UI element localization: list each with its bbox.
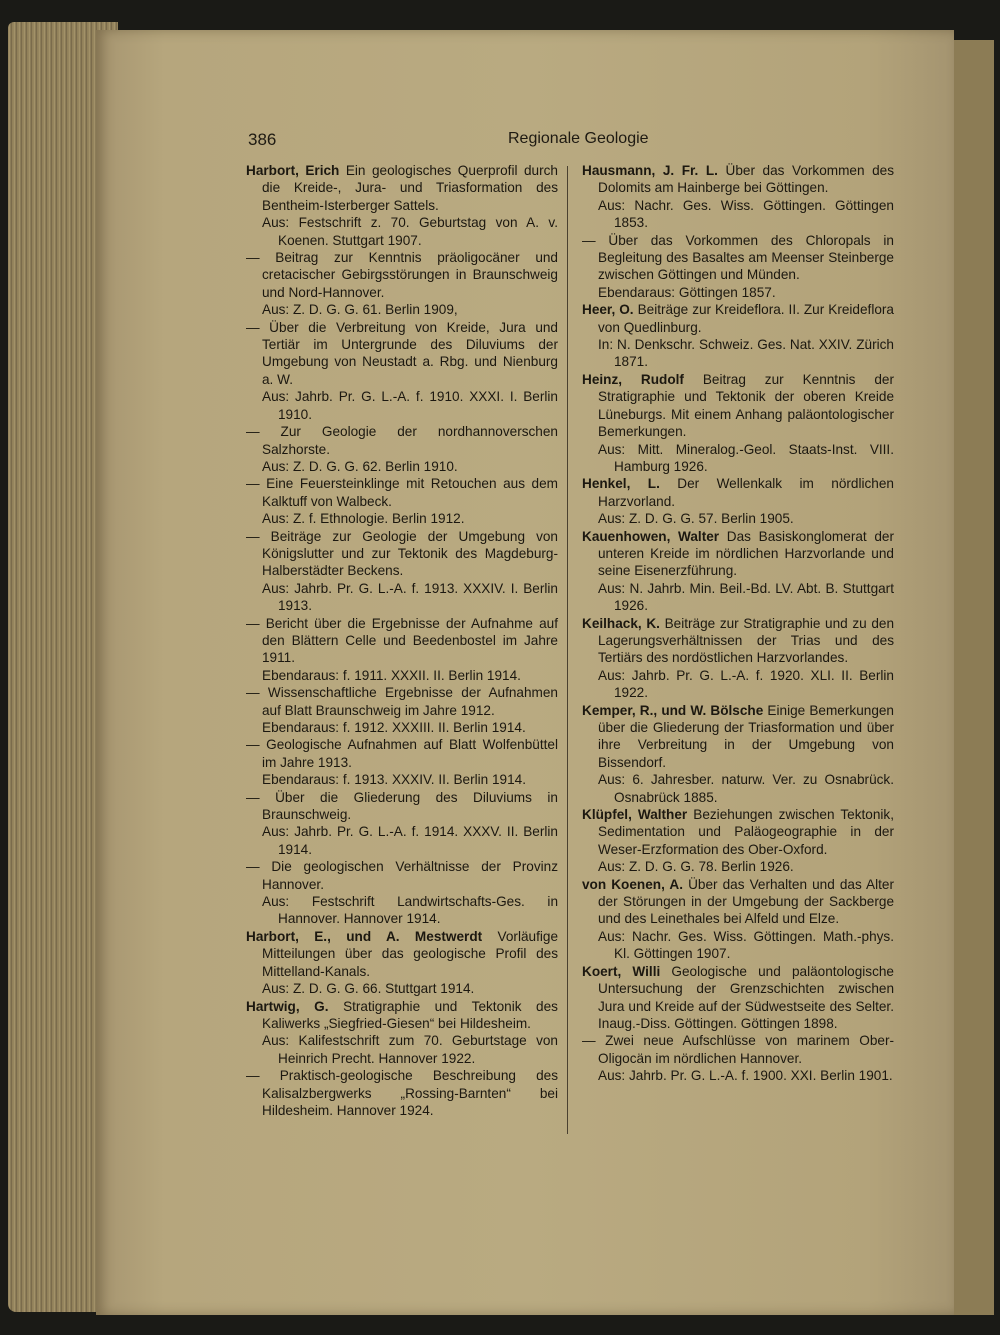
entry-source: Aus: Jahrb. Pr. G. L.-A. f. 1920. XLI. II. Berlin 1922. — [598, 667, 894, 701]
bibliography-entry — [246, 423, 558, 475]
bibliography-entry — [246, 528, 558, 615]
entry-author: Hausmann, J. Fr. L. — [582, 163, 718, 178]
entry-author: von Koenen, A. — [582, 876, 684, 892]
entry-title: — Über das Vorkommen des Chloropals in Begleitung des Basaltes am Meenser Steinberge zwischen Göttingen und Münden. — [582, 232, 894, 283]
entry-title-line — [246, 528, 558, 580]
entry-author: Keilhack, K. — [582, 615, 660, 631]
entry-source: Ebendaraus: f. 1911. XXXII. II. Berlin 1914. — [262, 667, 521, 683]
entry-title: — Bericht über die Ergebnisse der Aufnahme auf den Blättern Celle und Beedenbostel im Jahre 1911. — [246, 615, 558, 666]
bibliography-entry — [246, 789, 558, 859]
entry-title-line — [246, 1067, 558, 1119]
entry-title: Beitrag zur Kenntnis der Stratigraphie und Tektonik der oberen Kreide Lüneburgs. Mit einem Anhang paläontologischer Bemerkungen. — [598, 371, 894, 440]
bibliography-entry — [246, 684, 558, 736]
entry-source: Aus: Mitt. Mineralog.-Geol. Staats-Inst. VIII. Hamburg 1926. — [598, 441, 894, 474]
bibliography-entry — [582, 615, 894, 702]
running-title: Regionale Geologie — [508, 130, 649, 147]
bibliography-entry — [246, 249, 558, 319]
entry-title: Der Wellenkalk im nördlichen Harzvorland. — [598, 476, 894, 509]
entry-title-line — [582, 702, 894, 772]
entry-title: Das Basiskonglomerat der unteren Kreide im nördlichen Harzvorlande und seine Eisenerzführung. — [598, 528, 895, 579]
entry-author: Harbort, Erich — [246, 163, 340, 178]
bibliography-entry — [582, 806, 894, 876]
entry-title: Über das Verhalten und das Alter der Störungen in der Umgebung der Sackberge und des Leinethales bei Alfeld und Elze. — [598, 876, 894, 927]
entry-title-line — [246, 249, 558, 301]
entry-source: Aus: Jahrb. Pr. G. L.-A. f. 1913. XXXIV. I. Berlin 1913. — [262, 580, 558, 614]
right-column — [582, 162, 894, 1085]
bibliography-entry — [246, 858, 558, 928]
entry-source: Aus: 6. Jahresber. naturw. Ver. zu Osnabrück. Osnabrück 1885. — [598, 772, 894, 805]
entry-title-line — [246, 998, 558, 1033]
entry-title-line — [246, 615, 558, 667]
entry-source: Aus: Jahrb. Pr. G. L.-A. f. 1910. XXXI. I. Berlin 1910. — [262, 389, 558, 422]
bibliography-entry — [246, 162, 558, 249]
entry-title-line — [582, 475, 894, 510]
entry-title-line — [582, 232, 894, 284]
entry-author: Heer, O. — [582, 302, 634, 318]
entry-source: Aus: Festschrift Landwirtschafts-Ges. in Hannover. Hannover 1914. — [262, 894, 558, 927]
bibliography-entry — [582, 963, 894, 1033]
entry-author: Kemper, R., und W. Bölsche — [582, 702, 764, 718]
entry-title: Stratigraphie und Tektonik des Kaliwerks „Siegfried-Giesen“ bei Hildesheim. — [262, 998, 558, 1031]
bibliography-entry — [246, 928, 558, 998]
entry-title-line — [582, 1032, 894, 1067]
entry-source: Aus: Z. D. G. G. 57. Berlin 1905. — [598, 511, 794, 527]
entry-source: Aus: Z. D. G. G. 62. Berlin 1910. — [262, 458, 458, 474]
entry-title-line — [582, 615, 895, 667]
entry-title: — Praktisch-geologische Beschreibung des Kalisalzbergwerks „Rossing-Barnten“ bei Hildesheim. Hannover 1924. — [246, 1068, 558, 1118]
entry-source: Aus: Jahrb. Pr. G. L.-A. f. 1914. XXXV. II. Berlin 1914. — [262, 824, 558, 857]
entry-title: — Geologische Aufnahmen auf Blatt Wolfenbüttel im Jahre 1913. — [246, 737, 558, 770]
entry-title-line — [246, 475, 558, 510]
bibliography-entry — [582, 702, 894, 806]
bibliography-entry — [246, 475, 558, 527]
entry-source: Aus: Nachr. Ges. Wiss. Göttingen. Göttingen 1853. — [598, 197, 894, 231]
bibliography-entry — [582, 232, 894, 302]
entry-author: Heinz, Rudolf — [582, 371, 684, 387]
bibliography-entry — [582, 301, 894, 371]
entry-author: Henkel, L. — [582, 476, 660, 492]
bibliography-entry — [582, 475, 894, 527]
entry-author: Harbort, E., und A. Mestwerdt — [246, 928, 483, 944]
entry-title-line — [582, 371, 894, 441]
entry-source: Aus: Festschrift z. 70. Geburtstag von A. v. Koenen. Stuttgart 1907. — [262, 215, 558, 248]
entry-title-line — [246, 319, 558, 389]
entry-source: Aus: Kalifestschrift zum 70. Geburtstage von Heinrich Precht. Hannover 1922. — [262, 1033, 558, 1066]
entry-source: In: N. Denkschr. Schweiz. Ges. Nat. XXIV. Zürich 1871. — [598, 337, 894, 370]
entry-author: Klüpfel, Walther — [582, 807, 688, 823]
entry-title-line — [246, 789, 558, 824]
bibliography-entry — [246, 1067, 558, 1119]
entry-source: Aus: Z. f. Ethnologie. Berlin 1912. — [262, 511, 465, 527]
entry-title: — Die geologischen Verhältnisse der Provinz Hannover. — [246, 859, 558, 892]
entry-source: Aus: Z. D. G. G. 66. Stuttgart 1914. — [262, 981, 475, 997]
page-number: 386 — [248, 130, 277, 149]
entry-title: — Über die Verbreitung von Kreide, Jura und Tertiär im Untergrunde des Diluviums der Umgebung von Neustadt a. Rbg. und Nienburg a. W. — [246, 319, 558, 387]
entry-source: Ebendaraus: f. 1912. XXXIII. II. Berlin 1914. — [262, 720, 526, 735]
entry-title-line — [582, 162, 895, 197]
entry-title-line — [582, 528, 895, 580]
entry-title: Einige Bemerkungen über die Gliederung der Triasformation und über ihre Verbreitung in der Umgebung von Bissendorf. — [598, 702, 894, 770]
entry-source: Aus: Jahrb. Pr. G. L.-A. f. 1900. XXI. Berlin 1901. — [598, 1068, 893, 1084]
entry-title-line — [582, 963, 894, 1033]
entry-title-line — [582, 806, 894, 858]
entry-title: — Eine Feuersteinklinge mit Retouchen aus dem Kalktuff von Walbeck. — [246, 476, 558, 509]
bibliography-entry — [246, 615, 558, 685]
bibliography-entry — [582, 1032, 894, 1084]
entry-source: Ebendaraus: f. 1913. XXXIV. II. Berlin 1914. — [262, 772, 526, 788]
entry-source: Aus: Z. D. G. G. 61. Berlin 1909, — [262, 302, 458, 318]
entry-title-line — [246, 162, 558, 214]
bibliography-entry — [582, 528, 894, 615]
entry-title: Beiträge zur Kreideflora. II. Zur Kreideflora von Quedlinburg. — [598, 302, 894, 335]
entry-title-line — [246, 423, 558, 458]
entry-title: — Über die Gliederung des Diluviums in Braunschweig. — [246, 789, 558, 823]
bibliography-entry — [246, 998, 558, 1068]
entry-title: Geologische und paläontologische Untersuchung der Grenzschichten zwischen Jura und Kreide auf der Südwestseite des Selter. Inaug.-Diss. Göttingen. Göttingen 1898. — [598, 963, 894, 1031]
entry-title: — Beiträge zur Geologie der Umgebung von Königslutter und zur Tektonik des Magdeburg-Halberstädter Beckens. — [246, 528, 558, 579]
entry-author: Hartwig, G. — [246, 998, 329, 1014]
entry-title: Vorläufige Mitteilungen über das geologische Profil des Mittelland-Kanals. — [262, 928, 559, 979]
entry-title-line — [246, 736, 558, 771]
entry-author: Kauenhowen, Walter — [582, 528, 720, 544]
entry-title: Beziehungen zwischen Tektonik, Sedimentation und Paläogeographie in der Weser-Erzformation des Ober-Oxford. — [598, 807, 894, 857]
entry-source: Aus: Nachr. Ges. Wiss. Göttingen. Math.-phys. Kl. Göttingen 1907. — [598, 928, 894, 962]
next-page-edge — [954, 40, 994, 1315]
bibliography-entry — [246, 319, 558, 423]
entry-title: — Zwei neue Aufschlüsse von marinem Ober-Oligocän im nördlichen Hannover. — [582, 1033, 894, 1066]
bibliography-entry — [246, 736, 558, 788]
entry-title: Ein geologisches Querprofil durch die Kreide-, Jura- und Triasformation des Bentheim-Isterberger Sattels. — [262, 163, 558, 213]
entry-title-line — [246, 928, 559, 980]
page-header — [148, 128, 888, 150]
entry-title: — Zur Geologie der nordhannoverschen Salzhorste. — [246, 424, 558, 457]
bibliography-entry — [582, 371, 894, 475]
bibliography-entry — [582, 876, 894, 963]
entry-title-line — [246, 858, 558, 893]
entry-title-line — [582, 876, 894, 928]
entry-title: Über das Vorkommen des Dolomits am Hainberge bei Göttingen. — [598, 163, 895, 196]
entry-source: Aus: N. Jahrb. Min. Beil.-Bd. LV. Abt. B. Stuttgart 1926. — [598, 580, 894, 614]
entry-title-line — [246, 684, 558, 719]
entry-title: Beiträge zur Stratigraphie und zu den Lagerungsverhältnissen der Trias und des Tertiärs des nordöstlichen Harzvorlandes. — [598, 615, 895, 666]
entry-source: Aus: Z. D. G. G. 78. Berlin 1926. — [598, 859, 794, 875]
entry-title: — Beitrag zur Kenntnis präoligocäner und cretacischer Gebirgsstörungen in Braunschweig und Nord-Hannover. — [246, 250, 558, 300]
left-column — [246, 162, 558, 1119]
column-divider — [567, 166, 568, 1134]
entry-source: Ebendaraus: Göttingen 1857. — [598, 284, 776, 300]
entry-title-line — [582, 301, 894, 336]
entry-author: Koert, Willi — [582, 963, 661, 979]
bibliography-entry — [582, 162, 894, 232]
entry-title: — Wissenschaftliche Ergebnisse der Aufnahmen auf Blatt Braunschweig im Jahre 1912. — [246, 685, 558, 718]
